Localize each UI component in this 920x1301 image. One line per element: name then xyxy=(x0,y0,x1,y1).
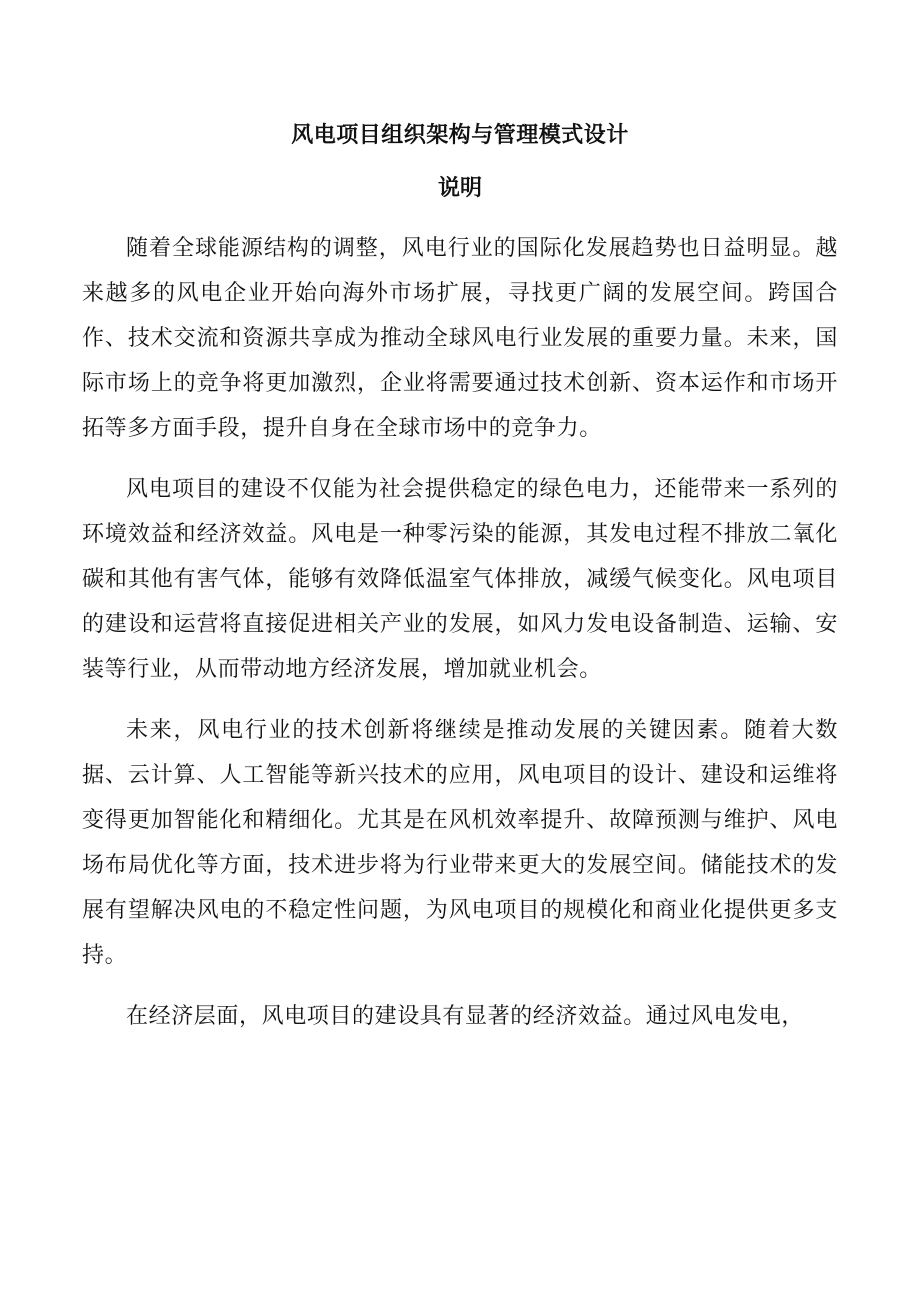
document-title: 风电项目组织架构与管理模式设计 xyxy=(291,122,629,148)
document-subtitle: 说明 xyxy=(437,175,482,201)
paragraph-4: 在经济层面，风电项目的建设具有显著的经济效益。通过风电发电， xyxy=(126,1004,805,1029)
document-body xyxy=(82,226,838,1039)
paragraph-2: 风电项目的建设不仅能为社会提供稳定的绿色电力，还能带来一系列的环境效益和经济效益。风电是一种零污染的能源，其发电过程不排放二氧化碳和其他有害气体，能够有效降低温室气体排放，减缓气候变化。风电项目的建设和运营将直接促进相关产业的发展，如风力发电设备制造、运输、安装等行业，从而带动地方经济发展，增加就业机会。 xyxy=(82,477,838,682)
paragraph-3: 未来，风电行业的技术创新将继续是推动发展的关键因素。随着大数据、云计算、人工智能等新兴技术的应用，风电项目的设计、建设和运维将变得更加智能化和精细化。尤其是在风机效率提升、故障预测与维护、风电场布局优化等方面，技术进步将为行业带来更大的发展空间。储能技术的发展有望解决风电的不稳定性问题，为风电项目的规模化和商业化提供更多支持。 xyxy=(82,718,838,968)
paragraph-1: 随着全球能源结构的调整，风电行业的国际化发展趋势也日益明显。越来越多的风电企业开始向海外市场扩展，寻找更广阔的发展空间。跨国合作、技术交流和资源共享成为推动全球风电行业发展的重要力量。未来，国际市场上的竞争将更加激烈，企业将需要通过技术创新、资本运作和市场开拓等多方面手段，提升自身在全球市场中的竞争力。 xyxy=(82,236,838,441)
